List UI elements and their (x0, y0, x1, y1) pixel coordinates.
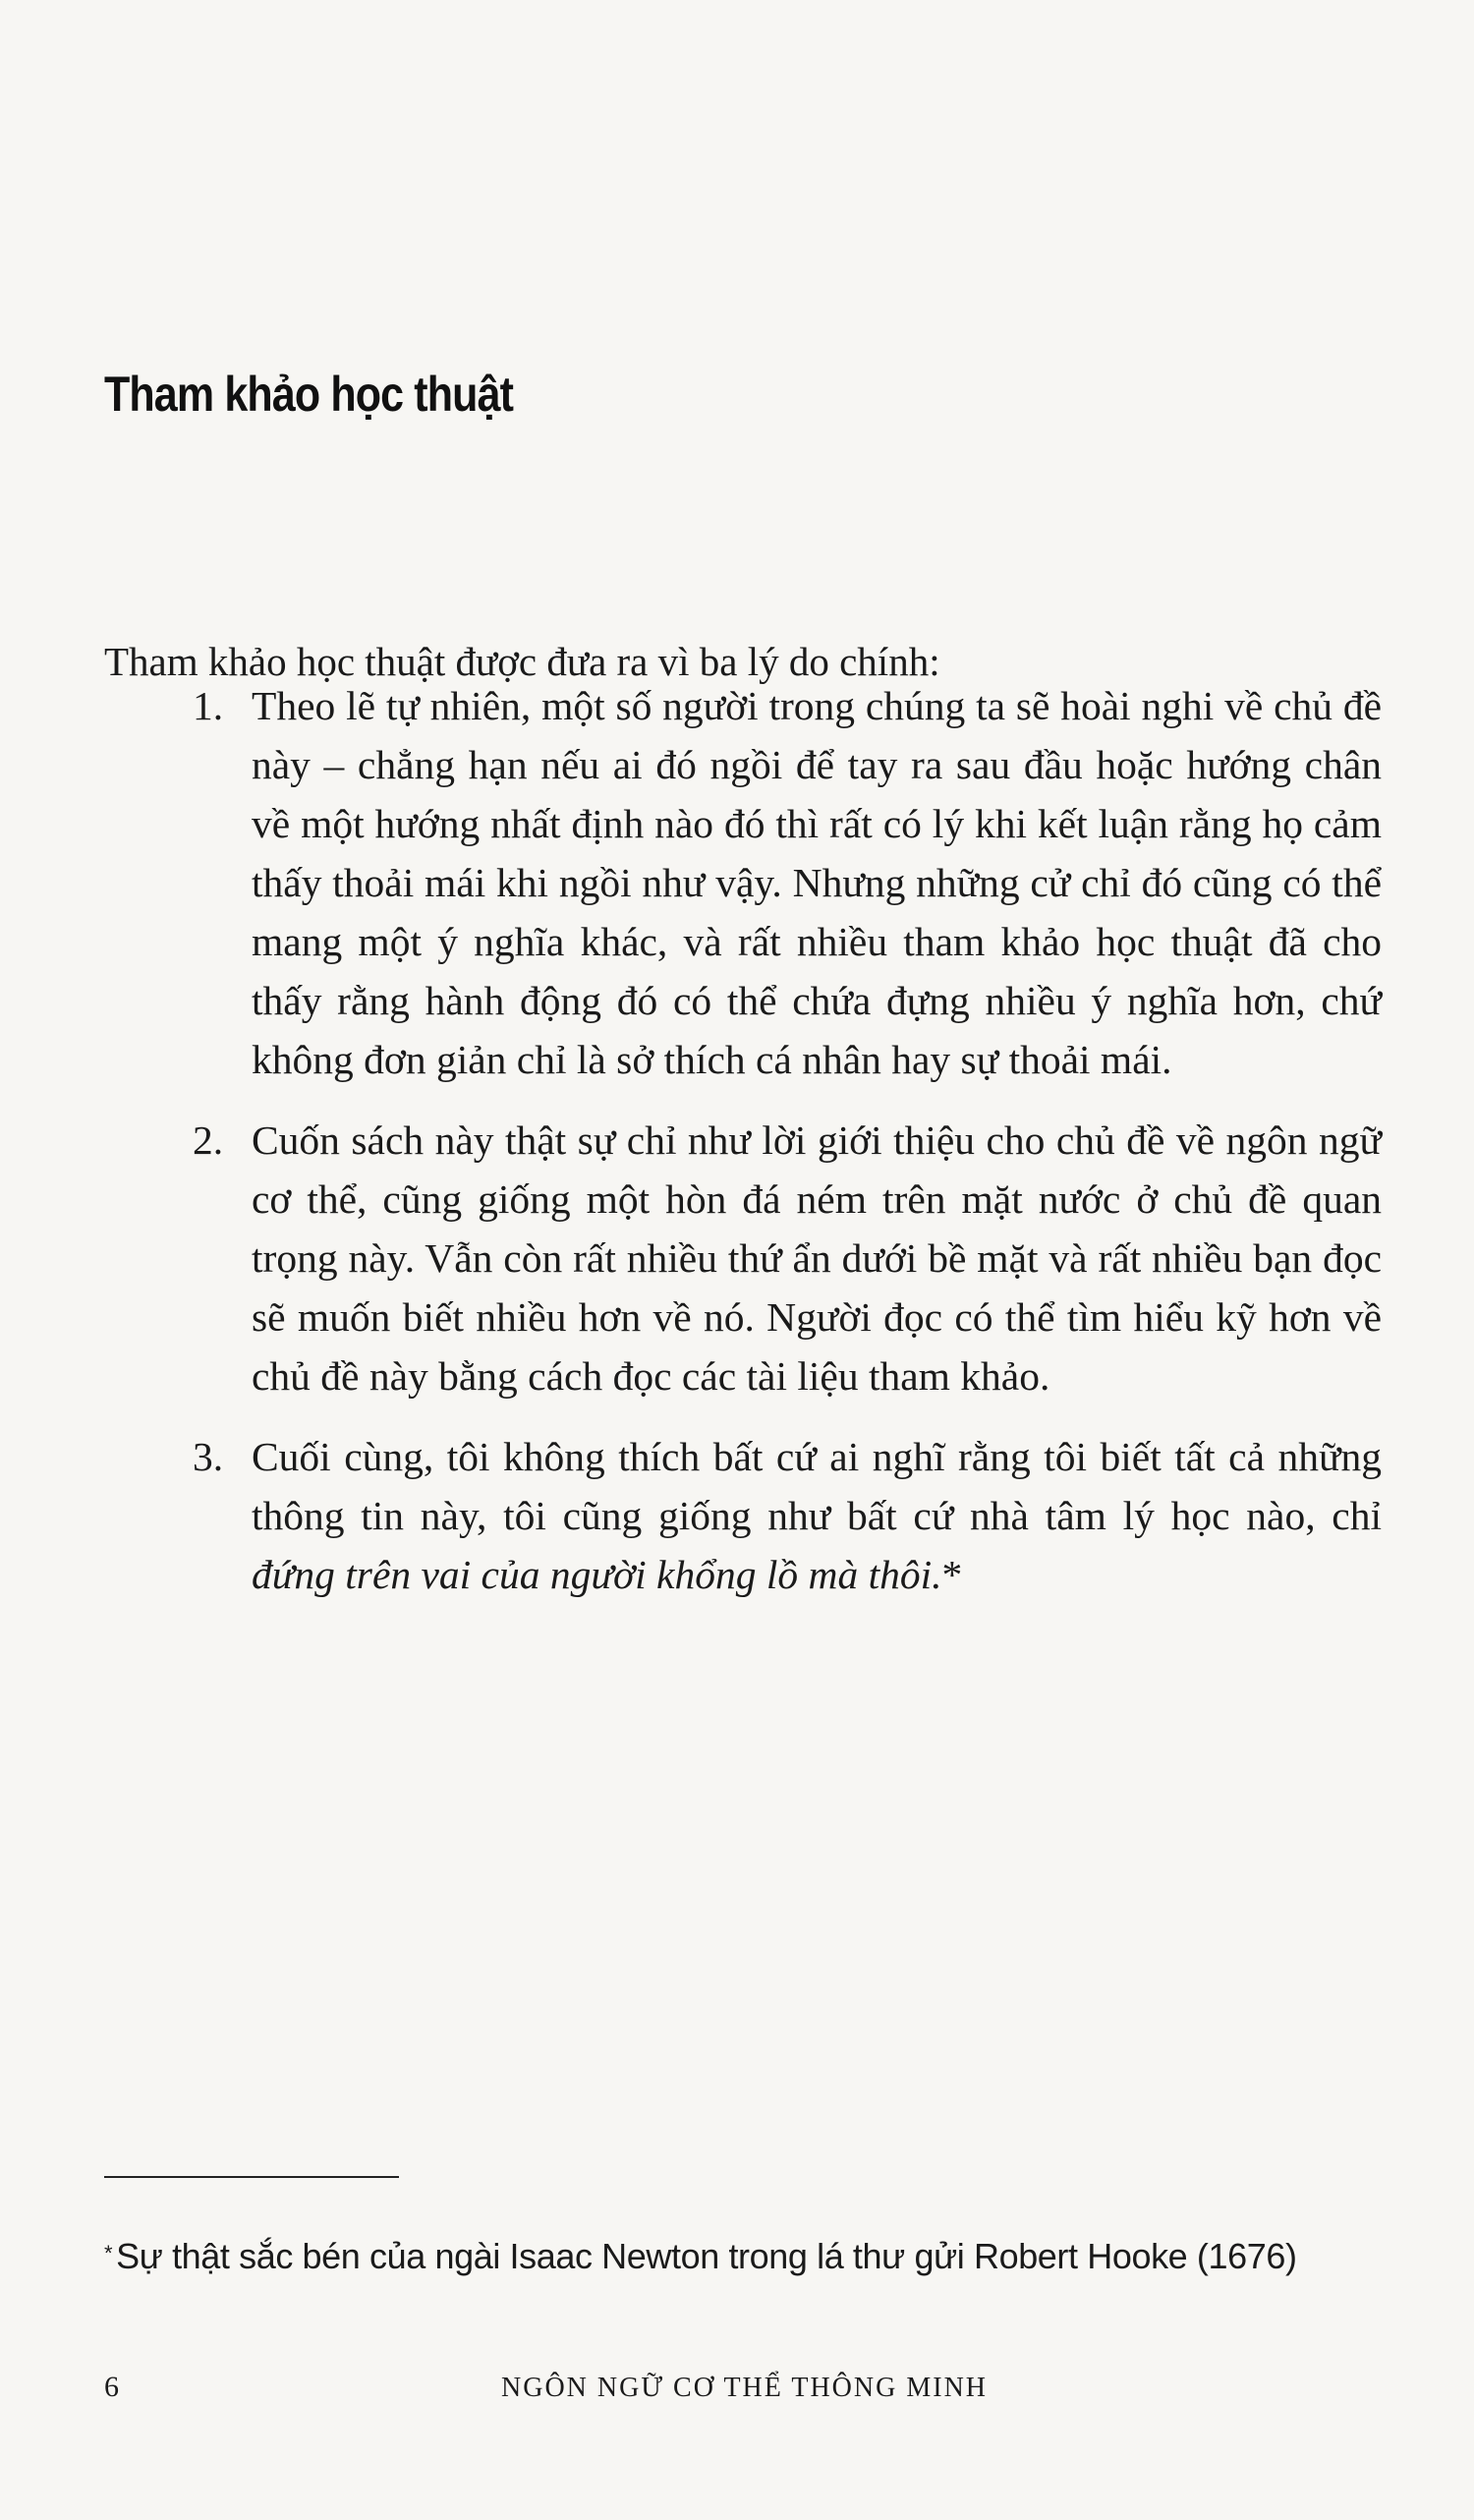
footnote-divider (104, 2176, 399, 2178)
footnote-marker: * (104, 2241, 113, 2265)
footnote (104, 2233, 1297, 2285)
list-item-quote: đứng trên vai của người khổng lồ mà thôi. (252, 1552, 942, 1597)
list-item (104, 1111, 1382, 1405)
list-item-number: 3. (193, 1434, 224, 1479)
list-item-text: Theo lẽ tự nhiên, một số người trong chúng ta sẽ hoài nghi về chủ đề này – chẳng hạn nếu ai đó ngồi để tay ra sau đầu hoặc hướng chân về một hướng nhất định nào đó thì rất có lý khi kết luận rằng họ cảm thấy thoải mái khi ngồi như vậy. Nhưng những cử chỉ đó cũng có thể mang một ý nghĩa khác, và rất nhiều tham khảo học thuật đã cho thấy rằng hành động đó có thể chứa đựng nhiều ý nghĩa hơn, chứ không đơn giản chỉ là sở thích cá nhân hay sự thoải mái. (252, 683, 1382, 1082)
page-number: 6 (104, 2371, 119, 2403)
footnote-reference: * (941, 1552, 963, 1597)
list-item-text (252, 1427, 1382, 1604)
intro-paragraph: Tham khảo học thuật được đưa ra vì ba lý do chính: (104, 639, 940, 684)
list-item (104, 676, 1382, 1089)
footnote-text: Sự thật sắc bén của ngài Isaac Newton trong lá thư gửi Robert Hooke (1676) (116, 2236, 1297, 2276)
list-item-text: Cuốn sách này thật sự chỉ như lời giới thiệu cho chủ đề về ngôn ngữ cơ thể, cũng giống một hòn đá ném trên mặt nước ở chủ đề quan trọng này. Vẫn còn rất nhiều thứ ẩn dưới bề mặt và rất nhiều bạn đọc sẽ muốn biết nhiều hơn về nó. Người đọc có thể tìm hiểu kỹ hơn về chủ đề này bằng cách đọc các tài liệu tham khảo. (252, 1117, 1382, 1399)
list-item-number: 1. (193, 683, 224, 728)
list-item-number: 2. (193, 1117, 224, 1163)
reason-list (104, 676, 1382, 1626)
list-item (104, 1427, 1382, 1604)
list-item-text-start: Cuối cùng, tôi không thích bất cứ ai nghĩ rằng tôi biết tất cả những thông tin này, tôi cũng giống như bất cứ nhà tâm lý học nào, chỉ (252, 1434, 1382, 1538)
running-head: NGÔN NGỮ CƠ THỂ THÔNG MINH (501, 2373, 989, 2403)
page-title: Tham khảo học thuật (104, 366, 514, 422)
